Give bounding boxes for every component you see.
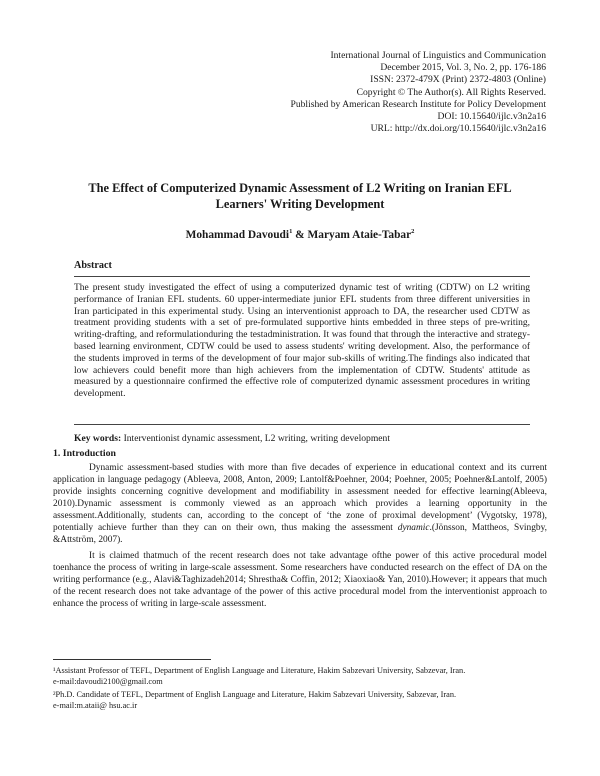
footnote-2-affiliation: ²Ph.D. Candidate of TEFL, Department of English Language and Literature, Hakim Sabzevari University, Sabzevar, Iran. [53,690,457,700]
author-separator: & [292,228,308,241]
abstract-heading: Abstract [74,260,112,271]
header-issn: ISSN: 2372-479X (Print) 2372-4803 (Online) [370,74,546,86]
paper-title [40,180,560,212]
author-2: Maryam Ataie-Tabar [307,228,412,241]
footnote-2-email: e-mail:m.ataii@ hsu.ac.ir [53,700,138,710]
paper-title-line-2: Learners' Writing Development [215,197,385,211]
footnote-1-affiliation: ¹Assistant Professor of TEFL, Department of English Language and Literature, Hakim Sabzevari University, Sabzevar, Iran. [53,666,466,675]
footnote-divider [53,659,211,660]
paper-title-line-1: The Effect of Computerized Dynamic Assessment of L2 Writing on Iranian EFL [88,181,512,195]
header-copyright: Copyright © The Author(s). All Rights Reserved. [356,86,546,98]
header-publisher: Published by American Research Institute for Policy Development [290,98,546,110]
intro-p1-italic: dynamic [397,523,430,533]
journal-header [240,50,546,135]
footnote-1-email: e-mail:davoudi2100@gmail.com [53,676,163,686]
header-url: URL: http://dx.doi.org/10.15640/ijlc.v3n2a16 [370,123,546,135]
author-2-footnote-mark: 2 [411,228,415,235]
author-line [40,228,560,241]
footnotes [53,666,547,711]
intro-p1-text: Dynamic assessment-based studies with more than five decades of experience in educational context and its current application in language pedagogy (Ableeva, 2008, Anton, 2009; Lantolf&Poehner, 2004; Poehner, 2005; Poehner&Lantolf, 2005) provide insights concerning cognitive development and modifiability in assessment needed for effective learning(Ableeva, 2010).Dynamic assessment is commonly viewed as an approach which provides a learning opportunity in the assessment.Additionally, students can, according to the concept of ‘the zone of proximal development’ (Vygotsky, 1978), potentially achieve further than they can on their own, thus making the assessment [53,463,547,533]
keywords-label: Key words: [74,433,122,444]
header-journal-name: International Journal of Linguistics and Communication [330,50,546,61]
author-1: Mohammad Davoudi [185,228,290,241]
intro-p1-text-end: .(Jönsson, Mattheos, Svingby, &Attström, 2007). [53,523,547,545]
author-1-footnote-mark: 1 [289,228,293,235]
section-heading-introduction: 1. Introduction [53,448,116,459]
header-doi: DOI: 10.15640/ijlc.v3n2a16 [437,111,546,123]
abstract-text: The present study investigated the effect of using a computerized dynamic test of writing (CDTW) on L2 writing performance of Iranian EFL students. 60 upper-intermediate junior EFL students from three different universities in Iran participated in this experimental study. Using an interventionist approach to DA, the researcher used CDTW as treatment providing students with a set of pre-formulated supportive hints embedded in three steps of pre-writing, writing-drafting, and reformulationduring the testadministration. It was found that through the interactive and strategy-based learning environment, CDTW could be used to assess students' writing development. Also, the performance of the students improved in terms of the development of four major sub-skills of writing.The findings also indicated that low achievers could benefit more than high achievers from the implementation of CDTW. Students' attitude as measured by a questionnaire confirmed the effective role of computerized dynamic assessment procedures in writing development. [74,283,530,400]
intro-paragraph-2: It is claimed thatmuch of the recent research does not take advantage ofthe power of this active procedural model toenhance the process of writing in large-scale assessment. Some researchers have conducted research on the effect of DA on the writing performance (e.g., Alavi&Taghizadeh2014; Shrestha& Coffin, 2012; Xiaoxiao& Yan, 2010).However; it appears that much of the recent research does not take advantage of the power of this active procedural model from the interventionist approach to enhance the process of writing in large-scale assessment. [53,551,547,609]
abstract-top-divider [74,276,530,277]
abstract-bottom-divider [74,424,530,425]
header-issue: December 2015, Vol. 3, No. 2, pp. 176-186 [380,62,546,74]
intro-paragraph-1 [53,462,547,546]
keywords [74,433,544,444]
keywords-text: Interventionist dynamic assessment, L2 writing, writing development [121,433,391,444]
